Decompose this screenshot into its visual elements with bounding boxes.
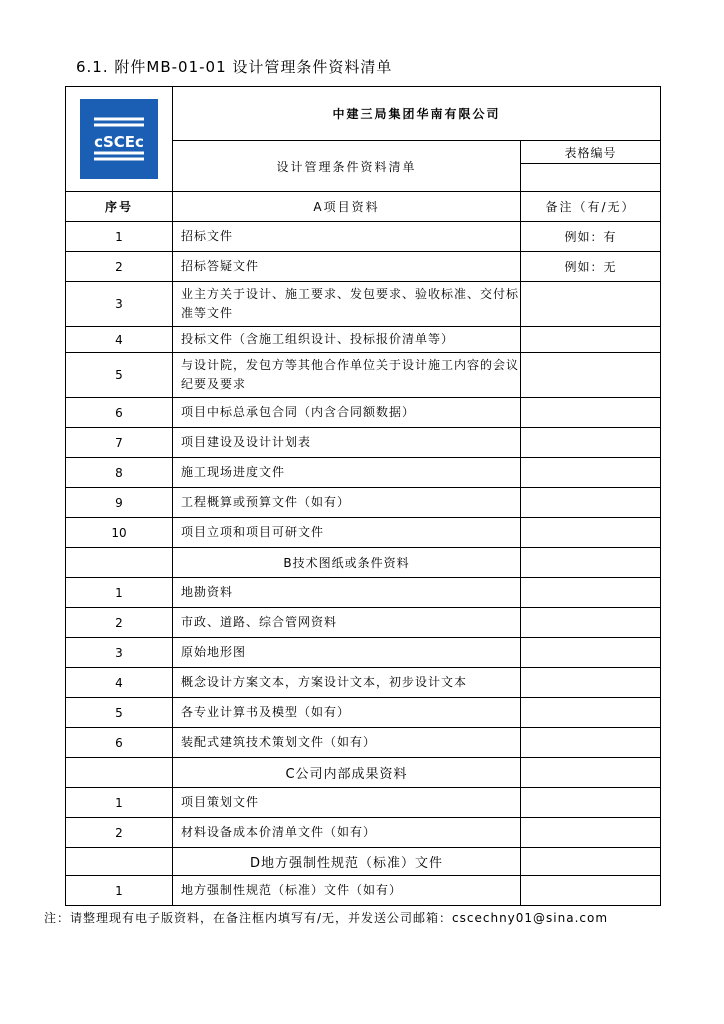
row-number: 2 — [66, 252, 173, 282]
section-header-row — [66, 848, 661, 876]
row-item: 项目策划文件 — [173, 788, 521, 818]
table-row — [66, 818, 661, 848]
row-item: 投标文件（含施工组织设计、投标报价清单等） — [173, 327, 521, 353]
row-number: 1 — [66, 578, 173, 608]
row-number: 7 — [66, 428, 173, 458]
row-number: 2 — [66, 818, 173, 848]
section-d-title: D地方强制性规范（标准）文件 — [173, 848, 521, 876]
row-item: 原始地形图 — [173, 638, 521, 668]
row-remark[interactable] — [521, 488, 661, 518]
row-number: 1 — [66, 876, 173, 906]
table-row — [66, 698, 661, 728]
row-item: 施工现场进度文件 — [173, 458, 521, 488]
row-number: 3 — [66, 638, 173, 668]
row-number: 8 — [66, 458, 173, 488]
row-number: 4 — [66, 327, 173, 353]
table-row — [66, 327, 661, 353]
column-header-seq: 序号 — [66, 192, 173, 222]
row-item: 招标文件 — [173, 222, 521, 252]
table-row — [66, 488, 661, 518]
table-row — [66, 578, 661, 608]
row-item: 地方强制性规范（标准）文件（如有） — [173, 876, 521, 906]
footer-note: 注：请整理现有电子版资料，在备注框内填写有/无，并发送公司邮箱：cscechny01@sina.com — [44, 911, 609, 925]
row-item: 工程概算或预算文件（如有） — [173, 488, 521, 518]
row-remark[interactable] — [521, 788, 661, 818]
column-header-remark: 备注（有/无） — [521, 192, 661, 222]
row-remark[interactable] — [521, 578, 661, 608]
row-number: 6 — [66, 728, 173, 758]
row-number: 5 — [66, 698, 173, 728]
row-remark[interactable] — [521, 458, 661, 488]
section-c-title: C公司内部成果资料 — [173, 758, 521, 788]
row-remark[interactable] — [521, 282, 661, 327]
row-number: 1 — [66, 788, 173, 818]
row-remark[interactable] — [521, 728, 661, 758]
row-item: 项目中标总承包合同（内含合同额数据） — [173, 398, 521, 428]
cscec-logo-icon — [80, 99, 158, 179]
row-remark[interactable] — [521, 353, 661, 398]
row-remark[interactable] — [521, 668, 661, 698]
form-name: 设计管理条件资料清单 — [173, 141, 521, 192]
row-number: 4 — [66, 668, 173, 698]
checklist-table — [65, 86, 661, 906]
row-remark[interactable] — [521, 398, 661, 428]
row-remark[interactable] — [521, 428, 661, 458]
row-item: 项目立项和项目可研文件 — [173, 518, 521, 548]
table-row — [66, 458, 661, 488]
table-row — [66, 876, 661, 906]
row-remark[interactable] — [521, 327, 661, 353]
row-item: 装配式建筑技术策划文件（如有） — [173, 728, 521, 758]
row-item: 概念设计方案文本，方案设计文本，初步设计文本 — [173, 668, 521, 698]
table-row — [66, 282, 661, 327]
row-remark[interactable] — [521, 818, 661, 848]
form-number-label: 表格编号 — [521, 141, 661, 164]
row-remark[interactable] — [521, 698, 661, 728]
row-item: 与设计院，发包方等其他合作单位关于设计施工内容的会议纪要及要求 — [173, 353, 521, 398]
logo-wordmark: cSCEc — [94, 133, 144, 151]
table-row — [66, 728, 661, 758]
document-heading: 6.1. 附件MB-01-01 设计管理条件资料清单 — [76, 58, 393, 76]
row-number: 6 — [66, 398, 173, 428]
row-number: 5 — [66, 353, 173, 398]
row-number: 10 — [66, 518, 173, 548]
row-item: 市政、道路、综合管网资料 — [173, 608, 521, 638]
row-number: 1 — [66, 222, 173, 252]
table-row — [66, 638, 661, 668]
logo-cell — [66, 87, 173, 192]
section-header-row — [66, 758, 661, 788]
row-item: 业主方关于设计、施工要求、发包要求、验收标准、交付标准等文件 — [173, 282, 521, 327]
company-name: 中建三局集团华南有限公司 — [173, 87, 661, 141]
table-row — [66, 398, 661, 428]
row-remark[interactable]: 例如：无 — [521, 252, 661, 282]
row-item: 地勘资料 — [173, 578, 521, 608]
row-remark[interactable] — [521, 608, 661, 638]
table-row — [66, 428, 661, 458]
row-remark[interactable] — [521, 876, 661, 906]
table-row — [66, 788, 661, 818]
row-remark[interactable]: 例如：有 — [521, 222, 661, 252]
table-row — [66, 668, 661, 698]
row-item: 材料设备成本价清单文件（如有） — [173, 818, 521, 848]
row-item: 项目建设及设计计划表 — [173, 428, 521, 458]
row-item: 招标答疑文件 — [173, 252, 521, 282]
section-b-title: B技术图纸或条件资料 — [173, 548, 521, 578]
table-row — [66, 252, 661, 282]
table-row — [66, 353, 661, 398]
table-row — [66, 222, 661, 252]
row-number: 9 — [66, 488, 173, 518]
row-number: 3 — [66, 282, 173, 327]
row-item: 各专业计算书及模型（如有） — [173, 698, 521, 728]
section-header-row — [66, 548, 661, 578]
row-remark[interactable] — [521, 638, 661, 668]
table-row — [66, 608, 661, 638]
row-number: 2 — [66, 608, 173, 638]
row-remark[interactable] — [521, 518, 661, 548]
form-number-value[interactable] — [521, 164, 661, 192]
section-a-title: A项目资料 — [173, 192, 521, 222]
table-row — [66, 518, 661, 548]
